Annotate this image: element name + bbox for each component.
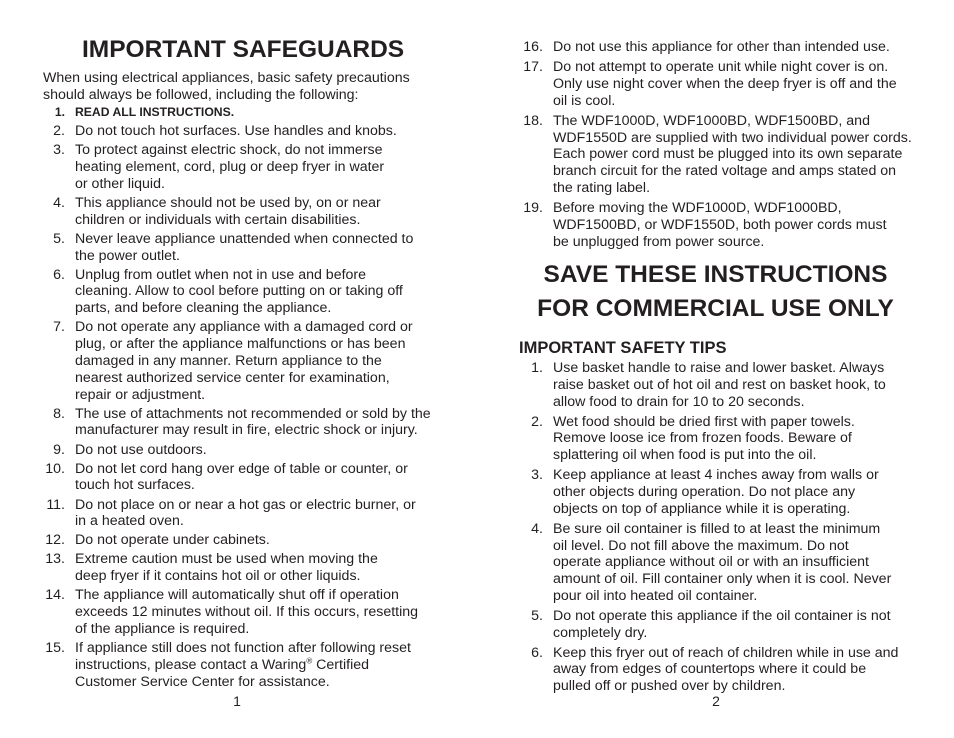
item-text: READ ALL INSTRUCTIONS. [75, 105, 235, 119]
commercial-use-heading: FOR COMMERCIAL USE ONLY [537, 295, 894, 322]
safety-tips-title: IMPORTANT SAFETY TIPS [519, 339, 727, 357]
item-text: Do not place on or near a hot gas or electric burner, or in a heated oven. [75, 496, 416, 530]
item-number: 18. [523, 112, 543, 129]
page-number: 2 [712, 693, 720, 709]
list-item [43, 195, 443, 229]
item-text: Do not attempt to operate unit while night cover is on. Only use night cover when the deep fryer is off and the oil is cool. [553, 59, 897, 109]
registered-mark: ® [306, 656, 313, 666]
item-text: Before moving the WDF1000D, WDF1000BD, WDF1500BD, or WDF1550D, both power cords must be unplugged from power source. [553, 200, 887, 250]
list-item [43, 532, 443, 549]
list-item [43, 123, 443, 140]
item-number: 14. [45, 587, 65, 604]
list-item [43, 231, 443, 265]
list-item [43, 497, 443, 531]
item-number: 6. [53, 266, 65, 283]
item-number: 13. [45, 551, 65, 568]
item-text: Do not touch hot surfaces. Use handles and knobs. [75, 123, 397, 140]
list-item [43, 461, 443, 495]
safety-tips-list [521, 360, 921, 698]
item-text: Do not let cord hang over edge of table or counter, or touch hot surfaces. [75, 460, 408, 494]
list-item [43, 640, 443, 690]
save-instructions-heading: SAVE THESE INSTRUCTIONS [543, 261, 888, 288]
item-text: This appliance should not be used by, on or near children or individuals with certain disabilities. [75, 194, 381, 228]
item-text-part: Certified Customer Service Center for assistance. [75, 656, 370, 690]
list-item [521, 608, 921, 642]
item-text: Do not operate this appliance if the oil container is not completely dry. [553, 607, 891, 641]
item-text: The appliance will automatically shut off if operation exceeds 12 minutes without oil. If this occurs, resetting of the appliance is required. [75, 587, 419, 637]
item-text-part: If appliance still does not function after following reset instructions, please contact a Waring [75, 640, 411, 673]
item-number: 3. [531, 467, 543, 484]
item-text: Keep this fryer out of reach of children while in use and away from edges of countertops where it could be pulled off or pushed over by children. [553, 644, 899, 695]
item-text: Wet food should be dried first with paper towels. Remove loose ice from frozen foods. Beware of splattering oil when food is put into the oil. [553, 413, 855, 464]
page-title: IMPORTANT SAFEGUARDS [82, 36, 405, 63]
item-number: 8. [53, 405, 65, 422]
list-item [521, 360, 921, 410]
item-text: The use of attachments not recommended or sold by the manufacturer may result in fire, electric shock or injury. [75, 405, 431, 439]
item-number: 17. [523, 59, 543, 76]
list-item [521, 645, 921, 695]
item-text: Unplug from outlet when not in use and before cleaning. Allow to cool before putting on or taking off parts, and before cleaning the appliance. [75, 266, 403, 317]
item-text: Do not use this appliance for other than intended use. [553, 39, 890, 55]
item-number: 16. [523, 39, 543, 55]
list-item [43, 587, 443, 637]
list-item [521, 113, 921, 197]
item-number: 5. [531, 607, 543, 624]
item-number: 11. [46, 496, 65, 513]
item-text: To protect against electric shock, do not immerse heating element, cord, plug or deep fryer in water or other liquid. [75, 142, 385, 192]
list-item [521, 521, 921, 605]
intro-paragraph: When using electrical appliances, basic safety precautions should always be followed, including the following: [43, 70, 410, 103]
item-number: 4. [53, 194, 65, 211]
list-item [521, 467, 921, 517]
list-item [521, 414, 921, 464]
page-number: 1 [233, 693, 241, 709]
item-text: Use basket handle to raise and lower basket. Always raise basket out of hot oil and rest on basket hook, to allow food to drain for 10 to 20 seconds. [553, 360, 886, 410]
item-number: 7. [53, 319, 65, 336]
item-text: Extreme caution must be used when moving the deep fryer if it contains hot oil or other liquids. [75, 551, 378, 585]
list-item [521, 59, 921, 109]
item-number: 10. [45, 460, 65, 477]
list-item [521, 39, 921, 56]
list-item [43, 551, 443, 585]
list-item [43, 267, 443, 317]
item-number: 12. [45, 532, 65, 549]
list-item [43, 442, 443, 459]
item-number: 15. [45, 640, 65, 657]
item-text: Do not operate under cabinets. [75, 532, 270, 549]
page-right [477, 0, 954, 738]
item-number: 6. [531, 644, 543, 661]
item-number: 9. [53, 441, 65, 458]
item-text: Do not use outdoors. [75, 441, 207, 458]
item-number: 1. [54, 105, 65, 119]
list-item [43, 406, 443, 440]
item-number: 2. [531, 413, 543, 430]
item-number: 3. [53, 142, 65, 159]
list-item [43, 142, 443, 192]
item-number: 1. [531, 360, 543, 376]
item-text: Be sure oil container is filled to at least the minimum oil level. Do not fill above the maximum. Do not operate appliance without oil or with an insufficient amount of oil. Fill container only when it is cool. Never pour oil into heated oil container. [553, 520, 892, 604]
item-number: 4. [531, 520, 543, 537]
list-item [521, 200, 921, 250]
item-text: The WDF1000D, WDF1000BD, WDF1500BD, and WDF1550D are supplied with two individual power cords. Each power cord must be plugged into its own separate branch circuit for the rated voltage and amps stated on the rating label. [553, 112, 912, 196]
safeguards-list-continued [521, 39, 921, 254]
item-number: 19. [523, 200, 543, 217]
safeguards-list [43, 104, 443, 693]
item-text: Never leave appliance unattended when connected to the power outlet. [75, 230, 414, 264]
item-text: Do not operate any appliance with a damaged cord or plug, or after the appliance malfunctions or has been damaged in any manner. Return appliance to the nearest authorized service center for examination, repair or adjustment. [75, 319, 413, 403]
item-text [75, 640, 443, 690]
item-number: 5. [53, 230, 65, 247]
list-item [43, 104, 443, 121]
list-item [43, 319, 443, 403]
item-number: 2. [53, 123, 65, 140]
item-text: Keep appliance at least 4 inches away from walls or other objects during operation. Do not place any objects on top of appliance while it is operating. [553, 467, 879, 517]
